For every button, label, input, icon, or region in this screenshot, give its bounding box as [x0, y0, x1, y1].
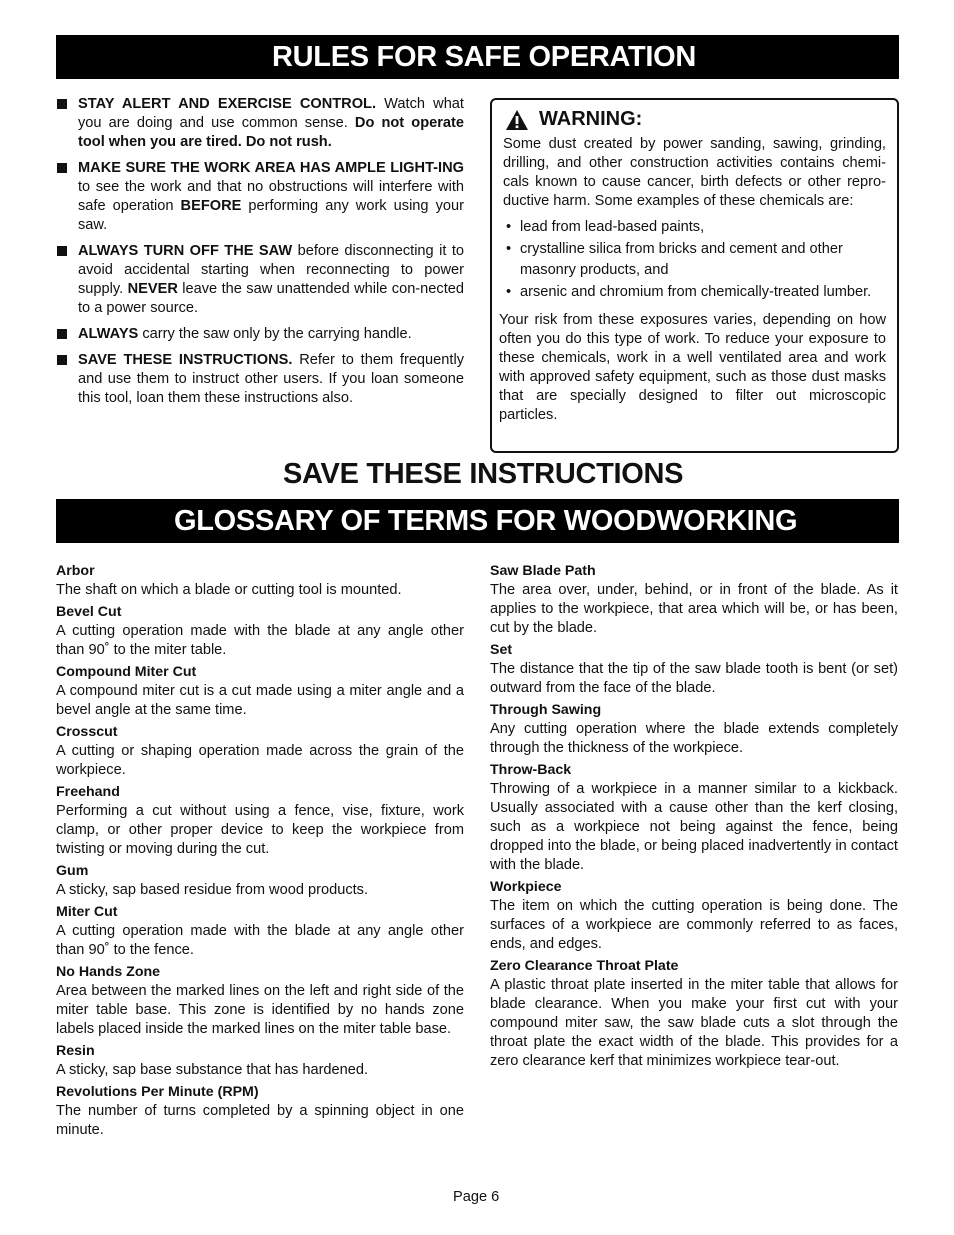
glossary-left-column [56, 562, 464, 1143]
glossary-definition: The area over, under, behind, or in front of the blade. As it applies to the workpiece, that area which will be, or has been, cut by the blade. [490, 582, 898, 636]
glossary-term: Arbor [56, 563, 95, 579]
glossary-definition: Any cutting operation where the blade extends completely through the thickness of the workpiece. [490, 721, 898, 756]
rule-item [56, 242, 464, 318]
glossary-definition: Area between the marked lines on the left and right side of the miter table base. This zone is identified by no hands zone labels placed inside the marked lines on the miter table base. [56, 983, 464, 1037]
glossary-entry [490, 701, 898, 758]
warning-heading [505, 108, 886, 131]
warning-closing: Your risk from these exposures varies, depending on how often you do this type of work. To reduce your exposure to these chemicals, work in a well ventilated area and work with approved safety equipment, such as those dust masks that are specially designed to filter out microscopic particles. [499, 312, 886, 423]
glossary-definition: Performing a cut without using a fence, vise, fixture, work clamp, or other proper device to keep the workpiece from twisting or moving during the cut. [56, 803, 464, 857]
square-bullet-icon [57, 163, 67, 173]
rule-text: to see the work and that no obstructions will interfere with safe operation [78, 179, 464, 214]
glossary-definition: A cutting or shaping operation made across the grain of the workpiece. [56, 743, 464, 778]
glossary-definition: Throwing of a workpiece in a manner similar to a kickback. Usually associated with a cause other than the kerf closing, such as a workpiece not being against the fence, being dropped into the blade, or being placed inadvertently in contact with the blade. [490, 781, 898, 873]
rule-bold-2: NEVER [127, 281, 178, 297]
glossary-term: Miter Cut [56, 904, 118, 920]
glossary-term: Workpiece [490, 879, 562, 895]
glossary-definition: A plastic throat plate inserted in the miter table that allows for blade clearance. When you make your first cut with your compound miter saw, the saw blade cuts a slot through the throat plate the exact width of the blade. This provides for a zero clearance kerf that minimizes workpiece tear-out. [490, 977, 898, 1069]
glossary-entry [56, 903, 464, 960]
glossary-term: Bevel Cut [56, 604, 122, 620]
glossary-entry [56, 663, 464, 720]
glossary-definition: A compound miter cut is a cut made using a miter angle and a bevel angle at the same time. [56, 683, 464, 718]
warning-list [503, 217, 886, 303]
rule-bold: MAKE SURE THE WORK AREA HAS AMPLE LIGHT-ING [78, 160, 464, 176]
glossary-entry [490, 562, 898, 638]
rule-text: before disconnecting it to avoid accidental starting when reconnecting to power supply. [78, 243, 464, 297]
square-bullet-icon [57, 355, 67, 365]
glossary-definition: The distance that the tip of the saw blade tooth is bent (or set) outward from the face of the blade. [490, 661, 898, 696]
glossary-entry [490, 641, 898, 698]
glossary-entry [56, 1083, 464, 1140]
square-bullet-icon [57, 99, 67, 109]
glossary-entry [56, 723, 464, 780]
rule-item [56, 351, 464, 408]
rule-text: Watch what you are doing and use common sense. [78, 96, 464, 131]
rule-text-2: performing any work using your saw. [78, 198, 464, 233]
glossary-definition: A cutting operation made with the blade at any angle other than 90˚ to the miter table. [56, 623, 464, 658]
glossary-term: No Hands Zone [56, 964, 161, 980]
glossary-entry [490, 761, 898, 875]
rule-bold-2: Do not operate tool when you are tired. Do not rush. [78, 115, 464, 150]
rule-item [56, 159, 464, 235]
glossary-entry [490, 878, 898, 954]
rule-item [56, 95, 464, 152]
rule-text-2: leave the saw unattended while con-nected to a power source. [78, 281, 464, 316]
warning-list-item: • arsenic and chromium from chemically-treated lumber. [503, 282, 886, 304]
glossary-entry [56, 603, 464, 660]
glossary-entry [56, 783, 464, 859]
rule-bold: STAY ALERT AND EXERCISE CONTROL. [78, 96, 377, 112]
glossary-entry [56, 1042, 464, 1080]
page-number: Page 6 [453, 1189, 500, 1205]
warning-intro: Some dust created by power sanding, sawing, grinding, drilling, and other construction activities contains chemi-cals known to cause cancer, birth defects or other repro-ductive harm. Some examples of these chemicals are: [503, 136, 886, 209]
save-instructions-heading: SAVE THESE INSTRUCTIONS [283, 458, 684, 490]
glossary-term: Zero Clearance Throat Plate [490, 958, 679, 974]
glossary-term: Crosscut [56, 724, 118, 740]
glossary-definition: The item on which the cutting operation is being done. The surfaces of a workpiece are commonly referred to as faces, ends, and edges. [490, 898, 898, 952]
glossary-term: Resin [56, 1043, 95, 1059]
glossary-definition: The shaft on which a blade or cutting tool is mounted. [56, 582, 402, 598]
glossary-definition: A sticky, sap based residue from wood products. [56, 882, 369, 898]
warning-list-item: • lead from lead-based paints, [503, 217, 886, 239]
warning-triangle-icon [505, 109, 529, 131]
glossary-entry [56, 562, 464, 600]
glossary-entry [56, 963, 464, 1039]
glossary-term: Throw-Back [490, 762, 572, 778]
rule-text: carry the saw only by the carrying handle. [138, 326, 412, 342]
rule-bold: ALWAYS TURN OFF THE SAW [78, 243, 293, 259]
glossary-definition: A sticky, sap base substance that has hardened. [56, 1062, 369, 1078]
glossary-term: Revolutions Per Minute (RPM) [56, 1084, 259, 1100]
glossary-banner: GLOSSARY OF TERMS FOR WOODWORKING [56, 499, 899, 543]
square-bullet-icon [57, 329, 67, 339]
rule-text: Refer to them frequently and use them to instruct other users. If you loan someone this tool, loan them these instructions also. [78, 352, 464, 406]
rule-bold: SAVE THESE INSTRUCTIONS. [78, 352, 293, 368]
rule-bold-2: BEFORE [180, 198, 242, 214]
glossary-entry [490, 957, 898, 1071]
glossary-right-column [490, 562, 898, 1074]
glossary-term: Gum [56, 863, 89, 879]
glossary-definition: A cutting operation made with the blade at any angle other than 90˚ to the fence. [56, 923, 464, 958]
rules-banner: RULES FOR SAFE OPERATION [56, 35, 899, 79]
glossary-term: Set [490, 642, 513, 658]
warning-list-item: • crystalline silica from bricks and cement and other masonry products, and [503, 239, 886, 282]
glossary-term: Freehand [56, 784, 120, 800]
rule-item [56, 325, 464, 344]
square-bullet-icon [57, 246, 67, 256]
warning-box [490, 98, 899, 453]
rule-bold: ALWAYS [78, 326, 139, 342]
glossary-term: Through Sawing [490, 702, 602, 718]
safety-rules-list [56, 95, 464, 415]
glossary-term: Compound Miter Cut [56, 664, 197, 680]
warning-title: WARNING: [539, 108, 643, 130]
glossary-entry [56, 862, 464, 900]
glossary-term: Saw Blade Path [490, 563, 596, 579]
glossary-definition: The number of turns completed by a spinning object in one minute. [56, 1103, 464, 1138]
